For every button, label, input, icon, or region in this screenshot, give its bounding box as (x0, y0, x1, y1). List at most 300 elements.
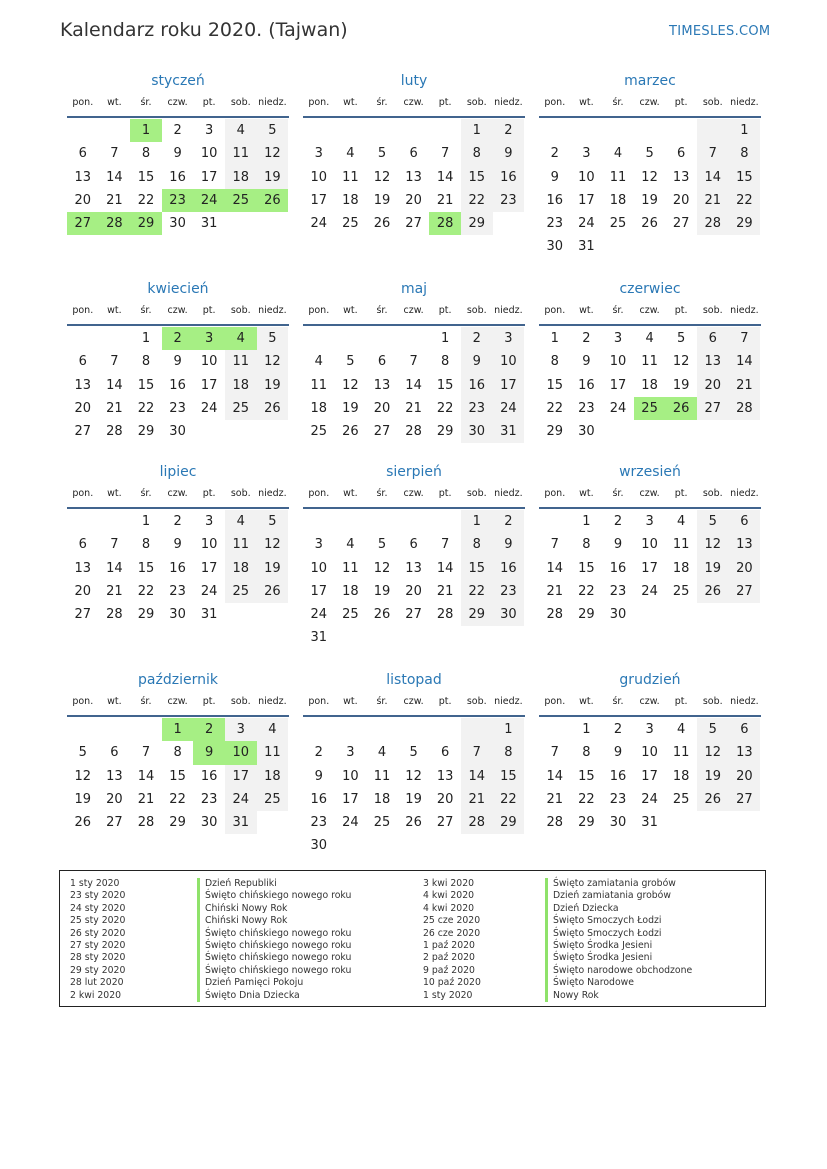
weekday-label: czw. (403, 488, 424, 499)
day-cell: 20 (106, 791, 123, 807)
empty-cell (335, 510, 367, 533)
day-cell: 7 (141, 745, 151, 761)
legend-date: 24 sty 2020 (70, 902, 126, 914)
day-cell: 24 (225, 788, 257, 811)
day-cell: 28 (436, 607, 454, 623)
day-cell: 22 (436, 400, 454, 416)
weekday-label: niedz. (494, 696, 523, 707)
day-cell: 5 (409, 745, 418, 761)
day-cell: 24 (578, 216, 595, 232)
weekday-label: pon. (72, 488, 94, 499)
day-cell: 27 (74, 607, 92, 623)
day-cell: 18 (342, 192, 359, 208)
weekday-label: czw. (167, 305, 188, 316)
day-cell: 29 (137, 424, 155, 440)
day-cell: 1 (461, 510, 493, 533)
weekday-header (67, 96, 289, 118)
weekday-label: pt. (202, 696, 216, 707)
weekday-header (303, 695, 525, 717)
day-cell: 4 (677, 722, 686, 737)
day-cell: 8 (141, 537, 151, 553)
day-cell: 11 (225, 142, 257, 165)
day-cell: 16 (578, 377, 595, 393)
day-cell: 25 (225, 397, 257, 420)
weekday-label: niedz. (730, 97, 759, 108)
day-cell: 17 (342, 791, 359, 807)
month-name: marzec (624, 73, 676, 89)
day-cell: 20 (373, 400, 391, 416)
day-cell: 27 (729, 580, 761, 603)
day-cell: 5 (645, 146, 654, 162)
day-cell: 9 (582, 354, 591, 370)
day-cell: 9 (550, 169, 559, 185)
day-cell: 8 (141, 354, 151, 370)
day-grid (67, 119, 289, 235)
day-cell: 30 (461, 420, 493, 443)
weekday-label: pt. (438, 696, 452, 707)
legend-bar-right (545, 878, 548, 1002)
day-cell: 28 (697, 212, 729, 235)
day-cell: 14 (106, 560, 123, 576)
empty-cell (366, 718, 398, 741)
day-cell: 8 (582, 745, 591, 761)
day-cell: 17 (225, 765, 257, 788)
day-cell: 6 (78, 537, 87, 553)
day-cell: 27 (405, 216, 422, 232)
day-cell: 10 (609, 354, 627, 370)
day-grid (67, 327, 289, 443)
day-cell: 12 (74, 768, 92, 784)
day-cell: 18 (257, 765, 289, 788)
day-cell: 23 (609, 583, 627, 599)
day-cell: 22 (461, 189, 493, 212)
day-cell: 21 (405, 400, 422, 416)
day-cell: 13 (405, 560, 422, 576)
day-cell: 31 (310, 630, 328, 646)
empty-cell (99, 327, 131, 350)
weekday-label: śr. (612, 305, 624, 316)
day-grid (539, 718, 761, 834)
legend-holiday-name: Święto Narodowe (553, 977, 634, 989)
day-cell: 9 (173, 146, 182, 162)
empty-cell (665, 603, 697, 626)
day-cell: 30 (169, 424, 186, 440)
day-cell: 16 (609, 768, 627, 784)
day-cell: 20 (405, 583, 422, 599)
day-cell: 9 (193, 741, 225, 764)
day-cell: 16 (169, 169, 186, 185)
day-cell: 26 (257, 189, 289, 212)
day-cell: 26 (697, 788, 729, 811)
empty-cell (602, 235, 634, 258)
legend-date: 2 kwi 2020 (70, 989, 122, 1001)
day-cell: 2 (613, 722, 623, 737)
day-cell: 19 (697, 765, 729, 788)
day-cell: 15 (436, 377, 454, 393)
day-cell: 14 (137, 768, 155, 784)
day-cell: 18 (373, 791, 391, 807)
day-cell: 6 (677, 146, 686, 162)
day-cell: 21 (106, 583, 123, 599)
weekday-label: czw. (639, 97, 660, 108)
weekday-header (539, 487, 761, 509)
empty-cell (99, 119, 131, 142)
empty-cell (335, 119, 367, 142)
weekday-label: pt. (438, 305, 452, 316)
day-cell: 17 (310, 192, 328, 208)
day-cell: 29 (729, 212, 761, 235)
day-cell: 13 (697, 350, 729, 373)
day-cell: 10 (200, 537, 218, 553)
day-cell: 19 (697, 557, 729, 580)
day-cell: 22 (493, 788, 525, 811)
legend-holiday-name: Święto Smoczych Łodzi (553, 915, 662, 927)
day-grid (67, 718, 289, 834)
day-grid (303, 327, 525, 443)
empty-cell (493, 626, 525, 649)
weekday-label: śr. (140, 488, 152, 499)
legend-names-left (205, 878, 351, 1002)
day-cell: 14 (405, 377, 422, 393)
day-cell: 16 (310, 791, 328, 807)
weekday-label: niedz. (258, 305, 287, 316)
empty-cell (429, 510, 461, 533)
legend-date: 3 kwi 2020 (423, 878, 475, 889)
day-cell: 2 (613, 514, 623, 529)
day-cell: 16 (546, 192, 564, 208)
empty-cell (729, 811, 761, 834)
day-cell: 27 (729, 788, 761, 811)
day-cell: 15 (137, 560, 155, 576)
weekday-label: wt. (343, 488, 358, 499)
month-name: czerwiec (619, 281, 681, 297)
day-cell: 19 (405, 791, 422, 807)
day-cell: 22 (578, 583, 595, 599)
day-cell: 24 (641, 583, 658, 599)
empty-cell (602, 119, 634, 142)
weekday-label: pon. (72, 305, 94, 316)
weekday-label: pt. (438, 97, 452, 108)
day-cell: 3 (314, 146, 323, 162)
day-cell: 2 (493, 119, 525, 142)
day-cell: 28 (429, 212, 461, 235)
day-cell: 16 (493, 166, 525, 189)
day-cell: 23 (169, 583, 186, 599)
weekday-header (67, 487, 289, 509)
day-cell: 25 (373, 815, 391, 831)
month-9 (67, 671, 289, 834)
day-cell: 12 (257, 142, 289, 165)
holiday-legend (59, 870, 766, 1007)
empty-cell (634, 119, 666, 142)
weekday-label: czw. (167, 696, 188, 707)
day-cell: 7 (697, 142, 729, 165)
empty-cell (398, 626, 430, 649)
empty-cell (303, 119, 335, 142)
day-cell: 21 (436, 583, 454, 599)
day-cell: 16 (461, 374, 493, 397)
day-cell: 17 (641, 560, 658, 576)
empty-cell (539, 119, 571, 142)
day-cell: 8 (493, 741, 525, 764)
day-cell: 31 (200, 216, 218, 232)
day-cell: 25 (634, 397, 666, 420)
weekday-label: pt. (674, 488, 688, 499)
day-cell: 18 (310, 400, 328, 416)
day-cell: 2 (582, 331, 591, 346)
day-cell: 21 (546, 791, 564, 807)
legend-date: 2 paź 2020 (423, 952, 475, 964)
day-cell: 2 (493, 510, 525, 533)
day-cell: 18 (225, 374, 257, 397)
day-cell: 28 (729, 397, 761, 420)
day-cell: 31 (578, 239, 595, 255)
day-cell: 13 (405, 169, 422, 185)
day-cell: 15 (461, 166, 493, 189)
day-cell: 1 (461, 119, 493, 142)
empty-cell (602, 420, 634, 443)
day-cell: 10 (310, 169, 328, 185)
empty-cell (729, 420, 761, 443)
day-cell: 26 (257, 397, 289, 420)
empty-cell (461, 834, 493, 857)
day-cell: 16 (169, 377, 186, 393)
day-cell: 25 (310, 424, 328, 440)
empty-cell (193, 420, 225, 443)
weekday-label: śr. (612, 696, 624, 707)
empty-cell (429, 119, 461, 142)
day-cell: 29 (578, 815, 595, 831)
day-cell: 11 (672, 537, 690, 553)
empty-cell (398, 327, 430, 350)
day-cell: 20 (729, 557, 761, 580)
day-cell: 5 (377, 537, 387, 553)
weekday-label: sob. (230, 696, 251, 707)
brand-link[interactable]: TIMESLES.COM (669, 24, 771, 39)
day-cell: 14 (106, 169, 123, 185)
empty-cell (366, 626, 398, 649)
day-cell: 18 (609, 192, 627, 208)
empty-cell (366, 119, 398, 142)
weekday-label: czw. (403, 696, 424, 707)
empty-cell (539, 718, 571, 741)
empty-cell (130, 718, 162, 741)
month-0 (67, 72, 289, 235)
day-cell: 17 (578, 192, 595, 208)
weekday-label: śr. (140, 305, 152, 316)
legend-holiday-name: Chiński Nowy Rok (205, 915, 288, 927)
day-cell: 23 (310, 815, 328, 831)
day-cell: 31 (493, 420, 525, 443)
day-cell: 30 (169, 216, 186, 232)
day-grid (303, 119, 525, 235)
day-cell: 30 (493, 603, 525, 626)
empty-cell (729, 603, 761, 626)
weekday-header (303, 487, 525, 509)
weekday-label: pt. (202, 305, 216, 316)
weekday-label: wt. (107, 696, 122, 707)
weekday-label: pon. (308, 305, 330, 316)
day-cell: 22 (137, 583, 155, 599)
day-cell: 24 (342, 815, 359, 831)
day-cell: 5 (677, 331, 686, 346)
empty-cell (461, 718, 493, 741)
day-cell: 30 (609, 815, 627, 831)
day-cell: 13 (729, 741, 761, 764)
day-cell: 20 (74, 192, 92, 208)
day-cell: 12 (405, 768, 422, 784)
empty-cell (67, 327, 99, 350)
day-cell: 13 (436, 768, 454, 784)
weekday-label: śr. (376, 488, 388, 499)
legend-date: 25 sty 2020 (70, 915, 126, 927)
empty-cell (634, 603, 666, 626)
weekday-label: czw. (639, 696, 660, 707)
day-cell: 30 (169, 607, 186, 623)
day-cell: 3 (314, 537, 323, 553)
legend-date: 28 sty 2020 (70, 952, 126, 964)
day-cell: 25 (225, 580, 257, 603)
day-cell: 7 (441, 537, 450, 553)
month-1 (303, 72, 525, 235)
day-cell: 7 (550, 537, 559, 553)
day-cell: 5 (697, 510, 729, 533)
empty-cell (366, 834, 398, 857)
day-cell: 14 (436, 560, 454, 576)
month-11 (539, 671, 761, 834)
empty-cell (257, 420, 289, 443)
day-grid (67, 510, 289, 626)
weekday-label: niedz. (730, 488, 759, 499)
weekday-label: sob. (230, 97, 251, 108)
month-name: wrzesień (619, 464, 681, 480)
empty-cell (366, 510, 398, 533)
day-cell: 1 (441, 331, 450, 346)
day-cell: 25 (609, 216, 627, 232)
day-cell: 11 (310, 377, 328, 393)
empty-cell (697, 119, 729, 142)
weekday-label: niedz. (494, 305, 523, 316)
empty-cell (493, 212, 525, 235)
day-cell: 5 (697, 718, 729, 741)
day-cell: 20 (672, 192, 690, 208)
weekday-label: pt. (674, 305, 688, 316)
day-cell: 4 (377, 745, 387, 761)
day-cell: 6 (729, 718, 761, 741)
day-cell: 15 (169, 768, 186, 784)
day-cell: 2 (461, 327, 493, 350)
day-cell: 10 (310, 560, 328, 576)
day-cell: 2 (193, 718, 225, 741)
legend-holiday-name: Święto Dnia Dziecka (205, 989, 300, 1001)
weekday-label: wt. (343, 97, 358, 108)
day-cell: 23 (493, 580, 525, 603)
day-cell: 1 (141, 514, 151, 529)
day-grid (303, 510, 525, 650)
legend-date: 28 lut 2020 (70, 977, 124, 989)
day-cell: 17 (200, 169, 218, 185)
day-cell: 6 (729, 510, 761, 533)
empty-cell (303, 327, 335, 350)
day-cell: 23 (609, 791, 627, 807)
legend-holiday-name: Dzień Dziecka (553, 902, 619, 914)
day-cell: 26 (405, 815, 422, 831)
empty-cell (257, 212, 289, 235)
day-cell: 30 (546, 239, 564, 255)
empty-cell (257, 603, 289, 626)
day-cell: 5 (257, 510, 289, 533)
day-cell: 13 (106, 768, 123, 784)
day-cell: 11 (342, 560, 359, 576)
day-cell: 3 (346, 745, 355, 761)
empty-cell (67, 119, 99, 142)
day-cell: 4 (613, 146, 623, 162)
day-cell: 4 (257, 718, 289, 741)
day-cell: 9 (493, 142, 525, 165)
day-cell: 21 (697, 189, 729, 212)
day-cell: 19 (672, 377, 690, 393)
day-cell: 24 (200, 400, 218, 416)
weekday-label: pon. (72, 696, 94, 707)
weekday-label: pt. (202, 97, 216, 108)
day-cell: 29 (130, 212, 162, 235)
day-cell: 19 (641, 192, 658, 208)
weekday-label: wt. (579, 696, 594, 707)
day-cell: 6 (409, 537, 418, 553)
day-cell: 28 (546, 815, 564, 831)
day-cell: 29 (546, 424, 564, 440)
day-cell: 30 (578, 424, 595, 440)
empty-cell (697, 420, 729, 443)
day-cell: 27 (74, 424, 92, 440)
weekday-label: wt. (343, 305, 358, 316)
legend-holiday-name: Święto Środka Jesieni (553, 939, 653, 951)
day-cell: 15 (137, 169, 155, 185)
empty-cell (398, 718, 430, 741)
day-cell: 21 (436, 192, 454, 208)
day-cell: 8 (173, 745, 182, 761)
day-cell: 7 (729, 327, 761, 350)
day-cell: 4 (225, 119, 257, 142)
day-cell: 24 (493, 397, 525, 420)
legend-holiday-name: Święto chińskiego nowego roku (205, 952, 352, 964)
day-cell: 8 (582, 537, 591, 553)
day-cell: 27 (697, 397, 729, 420)
day-cell: 22 (578, 791, 595, 807)
empty-cell (429, 718, 461, 741)
empty-cell (697, 235, 729, 258)
day-cell: 18 (225, 557, 257, 580)
day-cell: 5 (377, 146, 387, 162)
day-cell: 14 (697, 166, 729, 189)
weekday-label: śr. (376, 305, 388, 316)
day-cell: 2 (162, 327, 194, 350)
weekday-label: pt. (674, 696, 688, 707)
day-cell: 5 (346, 354, 355, 370)
day-cell: 12 (697, 533, 729, 556)
weekday-header (303, 304, 525, 326)
month-7 (303, 463, 525, 650)
legend-dates-right (423, 878, 481, 1002)
day-cell: 10 (578, 169, 595, 185)
legend-date: 1 sty 2020 (423, 989, 473, 1001)
legend-dates-left (70, 878, 125, 1002)
weekday-label: niedz. (258, 696, 287, 707)
legend-date: 29 sty 2020 (70, 964, 126, 976)
day-cell: 13 (373, 377, 391, 393)
day-cell: 10 (200, 146, 218, 162)
day-cell: 9 (461, 350, 493, 373)
